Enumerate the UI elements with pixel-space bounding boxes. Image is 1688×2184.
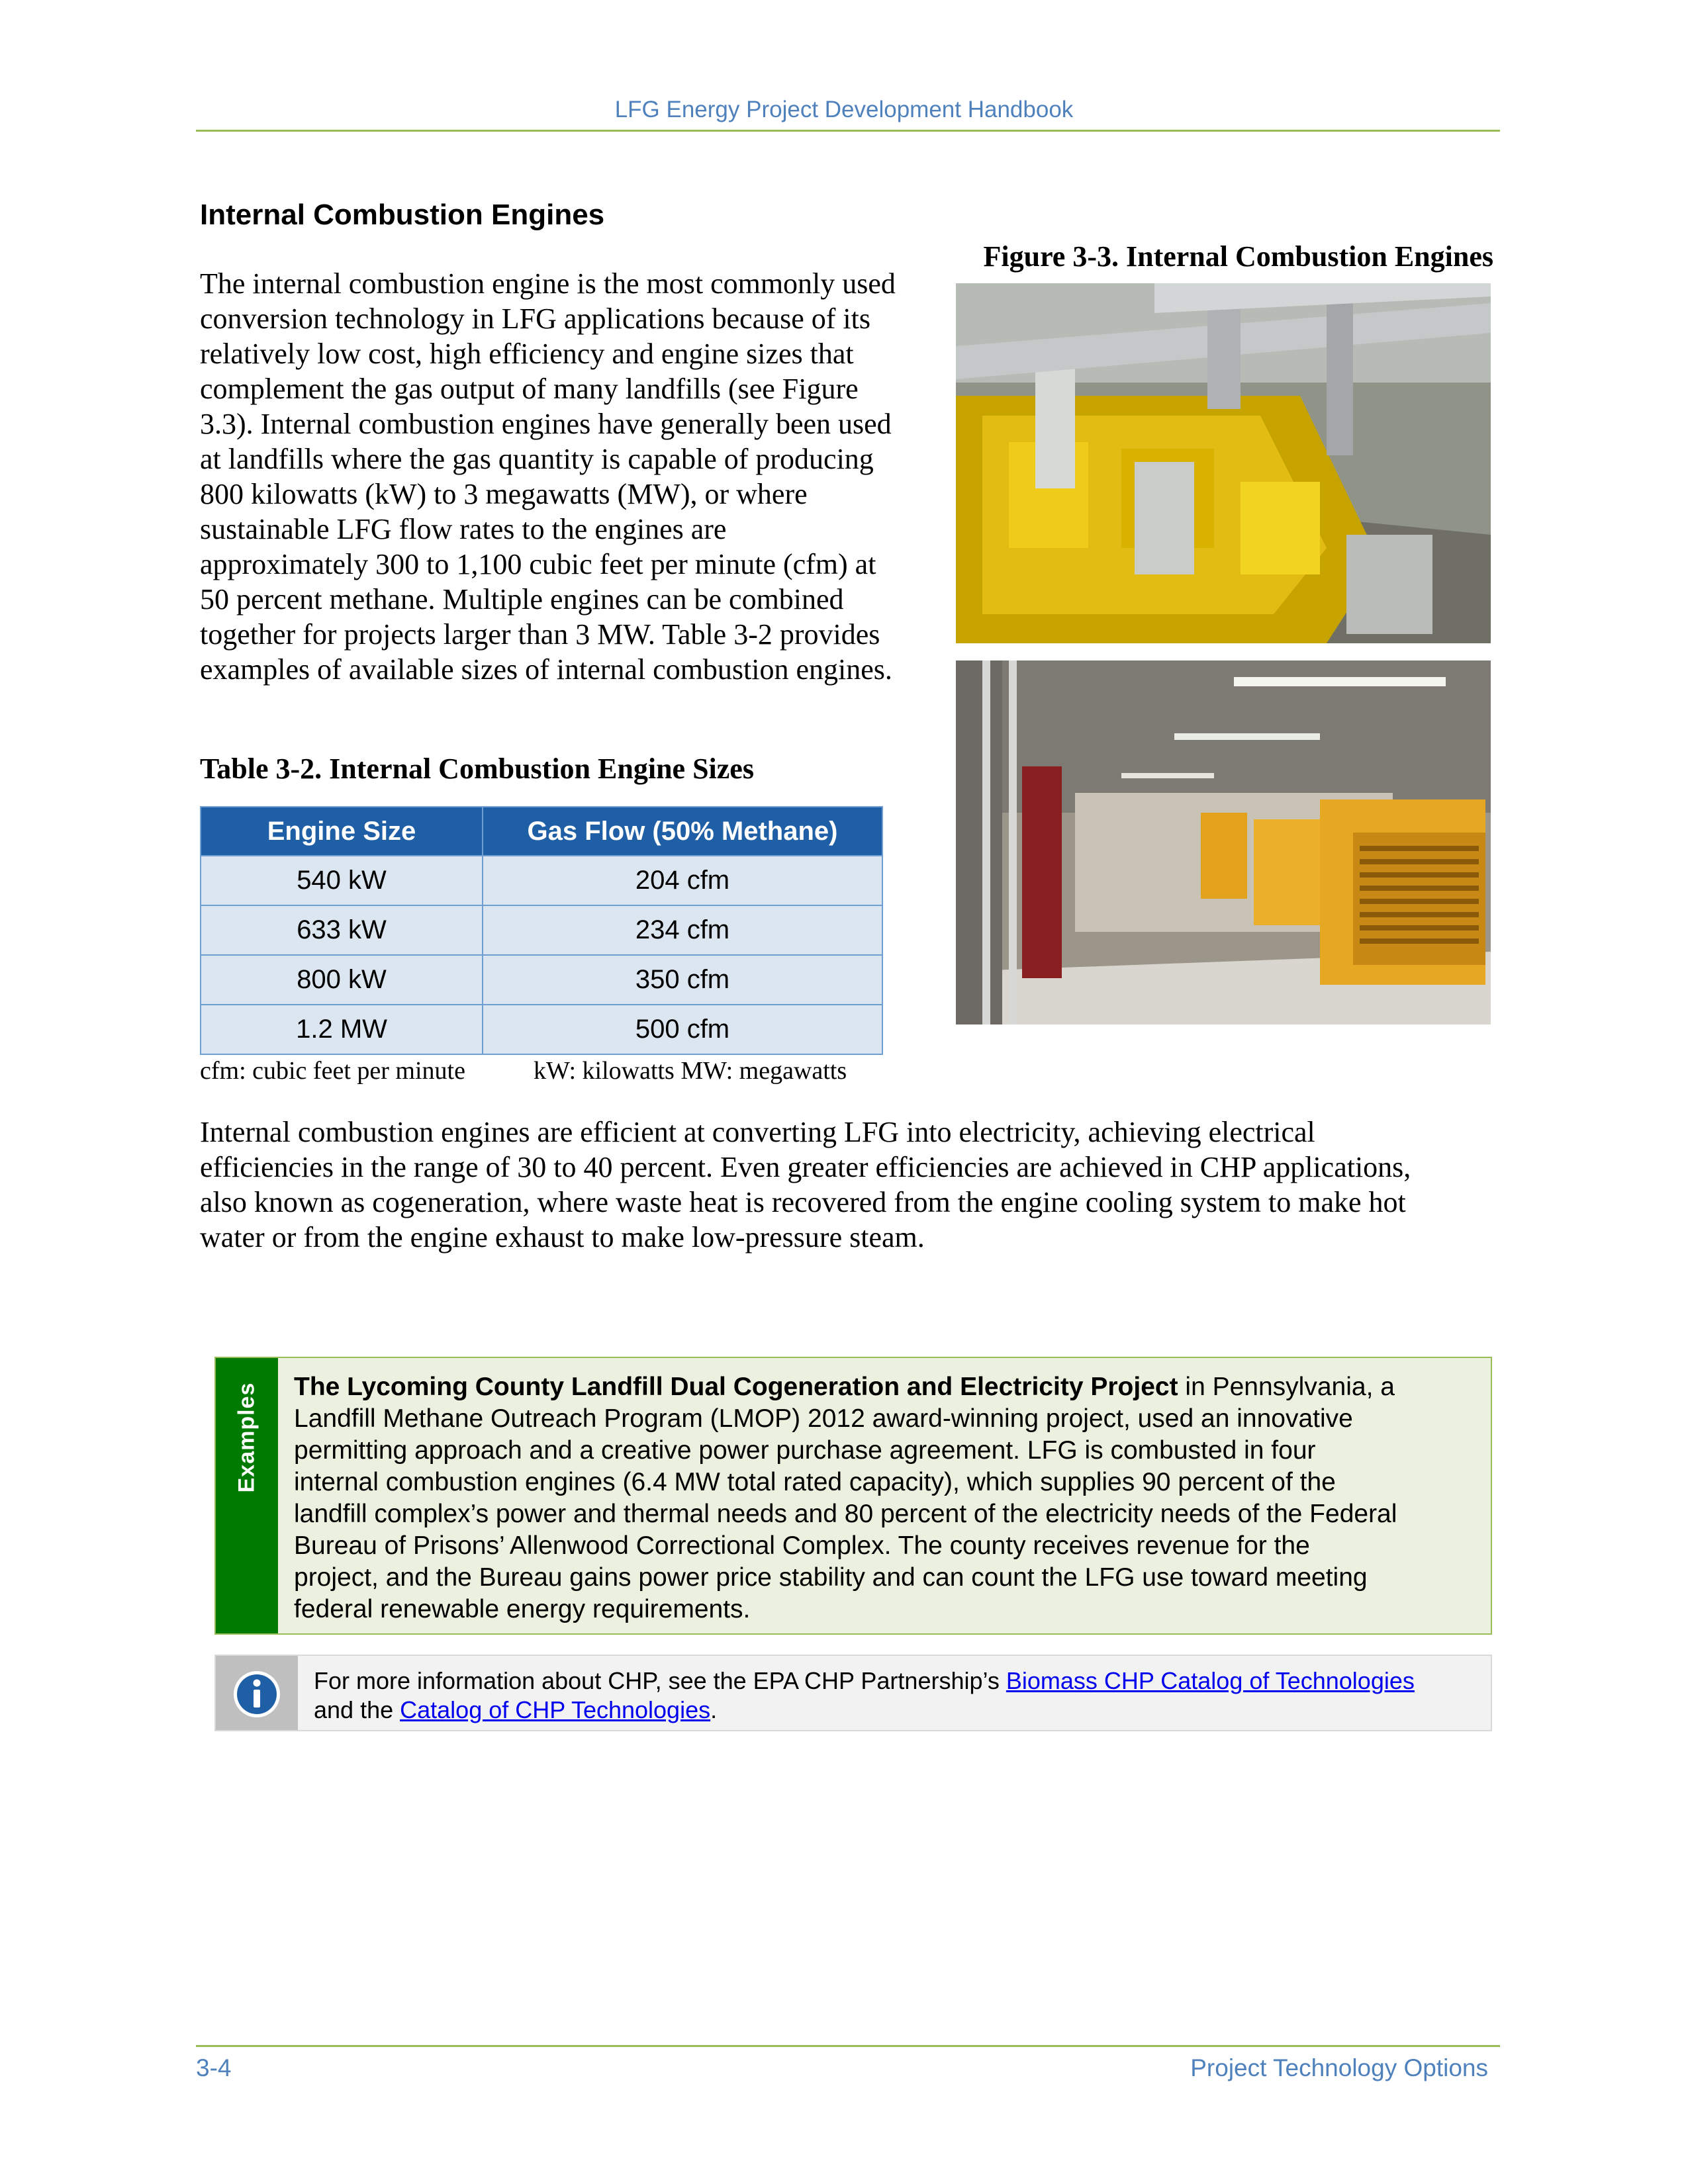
info-icon (230, 1669, 283, 1723)
text-line: 3.3). Internal combustion engines have generally been used (200, 408, 892, 440)
footer-section-title: Project Technology Options (1190, 2054, 1488, 2081)
text-line: sustainable LFG flow rates to the engines are (200, 513, 727, 545)
efficiency-paragraph (200, 1115, 1411, 1255)
table-header-row (201, 807, 882, 856)
examples-tab-label: Examples (234, 1382, 259, 1493)
text-line: Bureau of Prisons’ Allenwood Correctional Complex. The county receives revenue for the (294, 1531, 1310, 1560)
text-line: complement the gas output of many landfills (see Figure (200, 373, 859, 405)
text-line: 800 kilowatts (kW) to 3 megawatts (MW), or where (200, 478, 808, 510)
table-row (201, 905, 882, 955)
engine-room-photo-top (956, 283, 1491, 643)
info-text (314, 1666, 1479, 1725)
page-number: 3-4 (196, 2054, 232, 2081)
text-line: also known as cogeneration, where waste heat is recovered from the engine cooling system to make hot (200, 1186, 1406, 1218)
text-line: conversion technology in LFG applications because of its (200, 302, 870, 335)
column-header: Gas Flow (50% Methane) (483, 807, 882, 856)
text-run: in Pennsylvania, a (1178, 1373, 1395, 1401)
text-line: Landfill Methane Outreach Program (LMOP) 2012 award-winning project, used an innovative (294, 1404, 1353, 1433)
table-cell: 500 cfm (483, 1005, 882, 1054)
table-note-cfm: cfm: cubic feet per minute (200, 1057, 465, 1085)
text-line: project, and the Bureau gains power price stability and can count the LFG use toward meeting (294, 1563, 1368, 1592)
intro-paragraph (200, 266, 896, 687)
biomass-chp-catalog-link[interactable]: Biomass CHP Catalog of Technologies (1006, 1667, 1415, 1694)
text-line: The internal combustion engine is the most commonly used (200, 267, 896, 300)
text-run: . (710, 1696, 718, 1723)
project-name: The Lycoming County Landfill Dual Cogeneration and Electricity Project (294, 1373, 1178, 1401)
table-row (201, 856, 882, 905)
text-run: For more information about CHP, see the EPA CHP Partnership’s (314, 1667, 1006, 1694)
info-tab (216, 1656, 298, 1730)
text-line: landfill complex’s power and thermal needs and 80 percent of the electricity needs of the Federal (294, 1500, 1397, 1528)
table-cell: 633 kW (201, 905, 483, 955)
text-line (314, 1666, 1479, 1696)
engine-sizes-table (200, 806, 883, 1055)
table-cell: 204 cfm (483, 856, 882, 905)
table-row (201, 955, 882, 1005)
table-note-units: kW: kilowatts MW: megawatts (534, 1057, 847, 1085)
text-line (314, 1696, 1479, 1725)
table-cell: 350 cfm (483, 955, 882, 1005)
examples-callout (214, 1357, 1492, 1635)
text-line: Internal combustion engines are efficient at converting LFG into electricity, achieving electrical (200, 1116, 1315, 1148)
figure-caption: Figure 3-3. Internal Combustion Engines (983, 240, 1493, 273)
text-line: permitting approach and a creative power purchase agreement. LFG is combusted in four (294, 1436, 1316, 1465)
header-rule (196, 130, 1500, 132)
table-caption: Table 3-2. Internal Combustion Engine Sizes (200, 752, 754, 785)
text-line: relatively low cost, high efficiency and engine sizes that (200, 338, 854, 370)
text-line: internal combustion engines (6.4 MW total rated capacity), which supplies 90 percent of the (294, 1468, 1336, 1496)
text-line (294, 1371, 1479, 1403)
column-header: Engine Size (201, 807, 483, 856)
text-line: 50 percent methane. Multiple engines can be combined (200, 583, 844, 615)
text-line: federal renewable energy requirements. (294, 1595, 751, 1623)
text-line: efficiencies in the range of 30 to 40 percent. Even greater efficiencies are achieved in CHP applications, (200, 1151, 1411, 1183)
text-line: water or from the engine exhaust to make low-pressure steam. (200, 1221, 925, 1253)
table-cell: 540 kW (201, 856, 483, 905)
examples-tab (216, 1358, 278, 1633)
info-callout (214, 1655, 1492, 1731)
engine-room-photo-bottom (956, 660, 1491, 1024)
examples-text (294, 1371, 1479, 1625)
table-cell: 1.2 MW (201, 1005, 483, 1054)
footer-rule (196, 2045, 1500, 2047)
text-line: at landfills where the gas quantity is capable of producing (200, 443, 874, 475)
text-line: examples of available sizes of internal combustion engines. (200, 653, 892, 686)
section-heading: Internal Combustion Engines (200, 199, 605, 231)
chp-catalog-link[interactable]: Catalog of CHP Technologies (400, 1696, 711, 1723)
table-cell: 800 kW (201, 955, 483, 1005)
table-row (201, 1005, 882, 1054)
table-cell: 234 cfm (483, 905, 882, 955)
text-line: approximately 300 to 1,100 cubic feet per minute (cfm) at (200, 548, 876, 580)
text-run: and the (314, 1696, 400, 1723)
text-line: together for projects larger than 3 MW. Table 3-2 provides (200, 618, 880, 651)
running-header: LFG Energy Project Development Handbook (614, 97, 1074, 122)
